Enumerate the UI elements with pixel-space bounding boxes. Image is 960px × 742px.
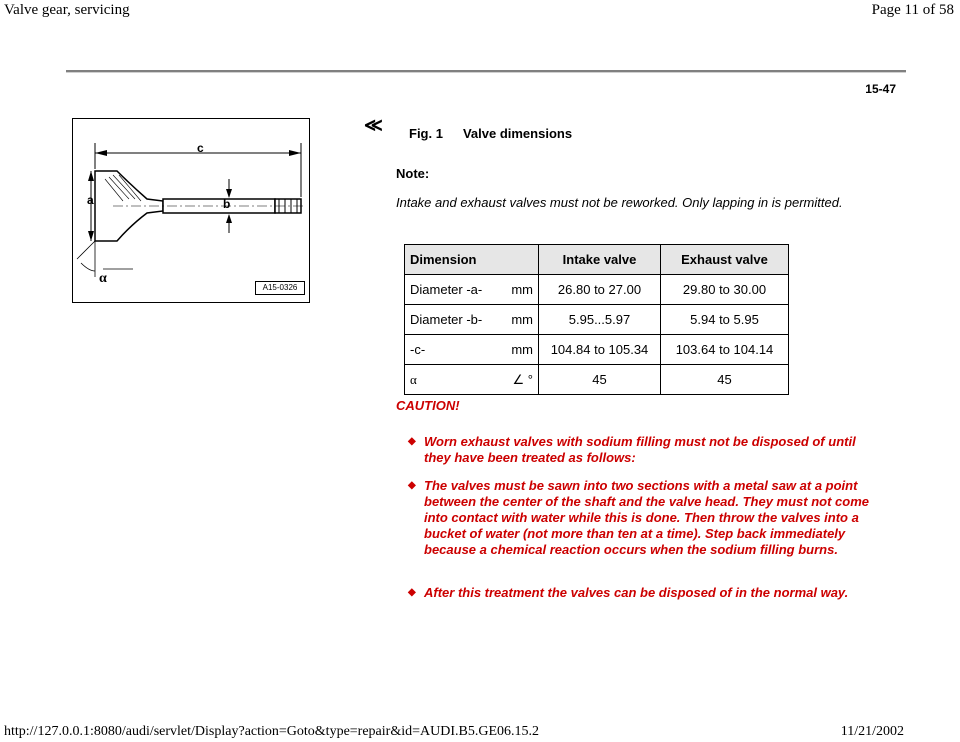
- column-header: Intake valve: [539, 245, 661, 275]
- table-row: [405, 275, 789, 305]
- dimension-name: -c-: [410, 342, 426, 357]
- header-rule: [66, 70, 906, 73]
- footer-date: 11/21/2002: [840, 724, 904, 739]
- caution-item: [408, 434, 886, 466]
- dimension-name: α: [410, 371, 417, 387]
- caution-item: [408, 585, 886, 601]
- label-a: a: [87, 193, 94, 207]
- note-text: Intake and exhaust valves must not be reworked. Only lapping in is permitted.: [396, 195, 843, 210]
- note-heading: Note:: [396, 166, 430, 181]
- page-counter: Page 11 of 58: [871, 2, 954, 18]
- table-row: [405, 365, 789, 395]
- table-header-row: [405, 245, 789, 275]
- dimension-cell: [405, 305, 539, 335]
- dimension-name: Diameter -b-: [410, 312, 483, 327]
- pointer-arrow-icon: ≪: [364, 115, 383, 135]
- caption-text: Valve dimensions: [462, 126, 573, 141]
- caption-number: Fig. 1: [409, 126, 443, 141]
- caution-item-text: After this treatment the valves can be disposed of in the normal way.: [424, 585, 849, 600]
- column-header: Exhaust valve: [661, 245, 789, 275]
- dimension-unit: mm: [511, 282, 533, 297]
- caution-heading: CAUTION!: [396, 398, 460, 413]
- valve-figure: [72, 118, 310, 303]
- exhaust-value: 103.64 to 104.14: [661, 335, 789, 365]
- page-number: 15-47: [865, 82, 896, 96]
- dimension-unit: mm: [511, 342, 533, 357]
- intake-value: 45: [539, 365, 661, 395]
- dimension-unit: ∠ °: [512, 371, 533, 387]
- caution-item-text: The valves must be sawn into two sections with a metal saw at a point between the center of the shaft and the valve head. They must not come into contact with water while this is done. Then throw the valves into a bucket of water (not more than ten at a time). Step back immediately because a chemical reaction occurs when the sodium filling burns.: [424, 478, 869, 557]
- dimension-name: Diameter -a-: [410, 282, 483, 297]
- dimension-cell: [405, 365, 539, 395]
- valve-dimensions-table: [404, 244, 789, 395]
- label-alpha: α: [99, 271, 107, 286]
- table-row: [405, 335, 789, 365]
- column-header: Dimension: [405, 245, 539, 275]
- exhaust-value: 45: [661, 365, 789, 395]
- dimension-cell: [405, 275, 539, 305]
- diamond-bullet-icon: ◆: [408, 436, 416, 447]
- exhaust-value: 29.80 to 30.00: [661, 275, 789, 305]
- diamond-bullet-icon: ◆: [408, 480, 416, 491]
- figure-code: A15-0326: [255, 281, 305, 295]
- diamond-bullet-icon: ◆: [408, 587, 416, 598]
- document-title: Valve gear, servicing: [4, 2, 130, 18]
- intake-value: 26.80 to 27.00: [539, 275, 661, 305]
- dimension-cell: [405, 335, 539, 365]
- label-c: c: [197, 141, 204, 155]
- footer-url: http://127.0.0.1:8080/audi/servlet/Display?action=Goto&type=repair&id=AUDI.B5.GE06.15.2: [4, 724, 539, 739]
- intake-value: 104.84 to 105.34: [539, 335, 661, 365]
- table-row: [405, 305, 789, 335]
- intake-value: 5.95...5.97: [539, 305, 661, 335]
- dimension-unit: mm: [511, 312, 533, 327]
- caution-item-text: Worn exhaust valves with sodium filling must not be disposed of until they have been treated as follows:: [424, 434, 856, 465]
- label-b: b: [223, 197, 231, 211]
- figure-caption: [409, 126, 572, 141]
- exhaust-value: 5.94 to 5.95: [661, 305, 789, 335]
- caution-item: [408, 478, 886, 558]
- valve-drawing: [73, 119, 309, 302]
